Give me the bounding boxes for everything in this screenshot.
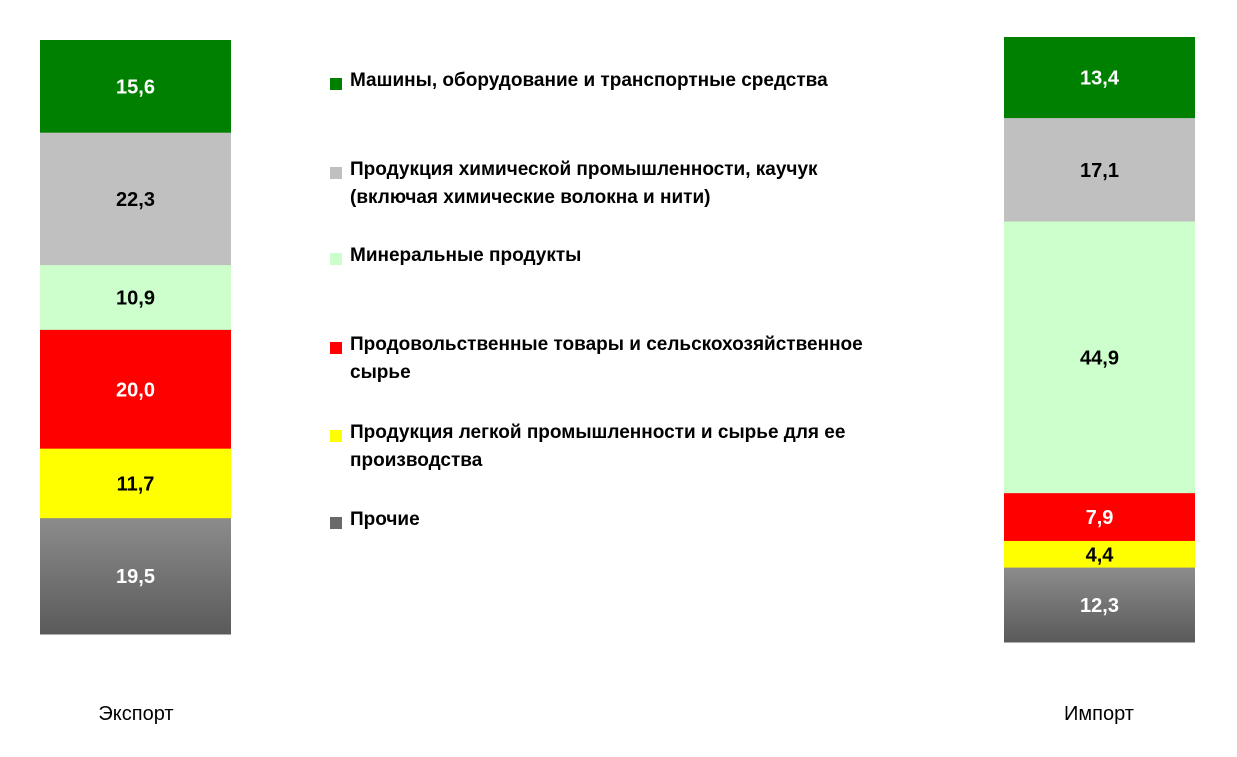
legend-label-line: Продовольственные товары и сельскохозяйственное [350,334,863,355]
legend-item-food [330,334,930,387]
legend-item-chemical [330,159,930,212]
data-label: 13,4 [1080,67,1119,90]
legend-label-line: сырье [350,362,411,383]
data-label: 17,1 [1080,159,1119,182]
legend-swatch-other [330,517,342,529]
legend-item-machinery [330,70,930,95]
legend-item-mineral [330,245,930,270]
legend-swatch-chemical [330,167,342,179]
legend-label-line: Минеральные продукты [350,245,582,266]
legend-label-line: Прочие [350,509,420,530]
legend-label [350,506,930,534]
data-label: 10,9 [116,287,155,310]
data-label: 20,0 [116,379,155,402]
legend-swatch-food [330,342,342,354]
data-label: 19,5 [116,566,155,589]
legend-label-line: (включая химические волокна и нити) [350,187,711,208]
category-label-import: Импорт [1064,703,1134,725]
legend-label [350,242,930,270]
legend-item-light-industry [330,422,930,475]
legend-label-line: Машины, оборудование и транспортные средства [350,70,828,91]
legend-label [350,67,930,95]
data-label: 22,3 [116,188,155,211]
legend-label [350,156,930,212]
legend-label-line: Продукция химической промышленности, каучук [350,159,818,180]
data-label: 7,9 [1085,507,1114,530]
data-label: 44,9 [1080,347,1119,370]
legend-item-other [330,509,930,534]
data-label: 11,7 [116,473,155,496]
legend-swatch-mineral [330,253,342,265]
data-label: 12,3 [1080,594,1119,617]
legend-label-line: производства [350,450,483,471]
data-label: 15,6 [116,76,155,99]
legend-label [350,419,930,475]
legend-label [350,331,930,387]
legend-label-line: Продукция легкой промышленности и сырье для ее [350,422,846,443]
data-label: 4,4 [1085,544,1114,567]
legend-swatch-light-industry [330,430,342,442]
legend-swatch-machinery [330,78,342,90]
legend [330,0,950,757]
category-label-export: Экспорт [98,703,174,725]
